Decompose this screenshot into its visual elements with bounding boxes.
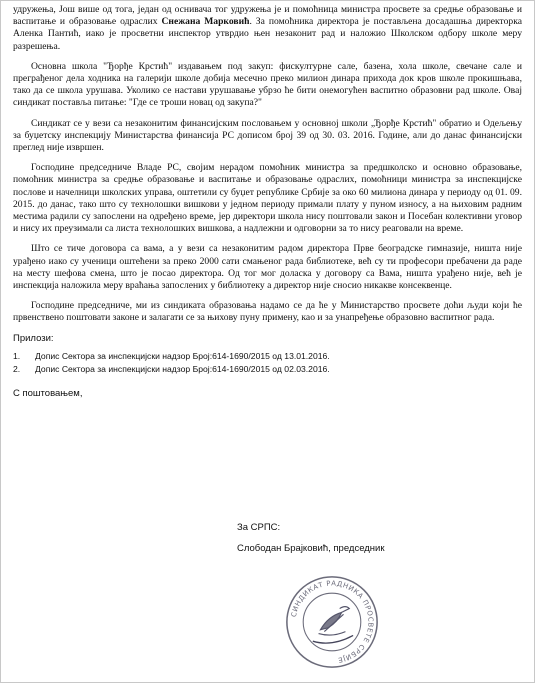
paragraph-5: Што се тиче договора са вама, а у вези са незаконитим радом директора Прве београдске гимназије, ништа није урађено иако су ученици оштећени за преко 2000 сати смањеног рада библиотеке, већ су ти професори пребачени да раде на месту шефова смена, што је посао директора. Од тог мог доласка у договору са Вама, ништа урађено није, већ је инспекција наложила меру враћања запослених у библиотеку а директор није сносио никакве консеквенце. bbox=[13, 243, 522, 292]
paragraph-2: Основна школа "Ђорђе Крстић" издавањем под закуп: фискултурне сале, базена, хола школе, свечане сале и преграђеног дела ходника на галерији школе добија месечно преко милион динара прихода док кров школе прокишњава, тако да се школа урушава. Уколико се настави урушавање убрзо ће бити онемогућен васпитно образовни рад школе. Овај синдикат поставља питање: "Где се троши новац од закупа?" bbox=[13, 60, 522, 109]
attachment-text: Допис Сектора за инспекцијски надзор Број:614-1690/2015 од 13.01.2016. bbox=[35, 350, 330, 361]
attachment-number: 2. bbox=[13, 363, 21, 374]
paragraph-3: Синдикат се у вези са незаконитим финансијским пословањем у основној школи „Ђорђе Крстић" обратио и Одељењу за буџетску инспекцију Министарства финансија РС дописом број 39 од 30. 03. 2016. Године, али до данас финансијски преглед није извршен. bbox=[13, 117, 522, 154]
signature-org: За СРПС: bbox=[237, 522, 281, 533]
signature-name: Слободан Брајковић, председник bbox=[237, 543, 385, 554]
paragraph-1-text-b: . За помоћника директора је постављена досадашња директорка Аленка Пантић, иако је просветни инспектор утврдио њен незаконит рад и наложио Школском одбору школе меру разрешења. bbox=[13, 16, 522, 52]
attachment-item bbox=[13, 350, 522, 363]
attachment-item bbox=[13, 363, 522, 376]
paragraph-1-text-a: удружења, Још више од тога, један од оснивача тог удружења је и помоћница министра просвете за средње образовање и васпитање и образовање одраслих bbox=[13, 4, 522, 28]
paragraph-1-bold-name: Снежана Марковић bbox=[161, 16, 250, 28]
union-seal-stamp bbox=[284, 574, 380, 670]
paragraph-4: Господине председниче Владе РС, својим нерадом помоћник министра за предшколско и основно образовање, помоћник министра за средње образовање и васпитање и образовање одраслих, помоћници министра за инспекцијске послове и начелници школских управа, оштетили су буџет републике Србије за око 60 милиона динара у периоду од 01. 09. 2015. до данас, тако што су технолошки вишкови у једном периоду примали плату у пуном износу, а на њиховим радним местима радили су запослени на одређено време, јер директори школа нису поштовали закон и Посебан колективни уговор и нису их преузимали са листа технолошких вишкова, а надлежни и одговорни за то нису реаговали на време. bbox=[13, 162, 522, 235]
signature-stroke bbox=[313, 635, 353, 643]
attachment-text: Допис Сектора за инспекцијски надзор Број:614-1690/2015 од 02.03.2016. bbox=[35, 363, 330, 374]
attachments-title: Прилози: bbox=[13, 332, 54, 344]
seal-emblem-icon bbox=[319, 607, 350, 635]
attachments-list bbox=[13, 350, 522, 376]
seal-arc-text: СИНДИКАТ РАДНИКА ПРОСВЕТЕ СРБИЈЕ bbox=[289, 579, 375, 665]
signature-block bbox=[237, 517, 385, 559]
paragraph-6: Господине председниче, ми из синдиката образовања надамо се да ће у Министарство просвете доћи људи који ће првенствено поштовати законе и залагати се за њихову пуну примену, као и за унапређење образовно васпитног рада. bbox=[13, 300, 522, 324]
paragraph-1 bbox=[13, 4, 522, 53]
closing-salutation: С поштовањем, bbox=[13, 387, 83, 399]
attachment-number: 1. bbox=[13, 350, 21, 361]
